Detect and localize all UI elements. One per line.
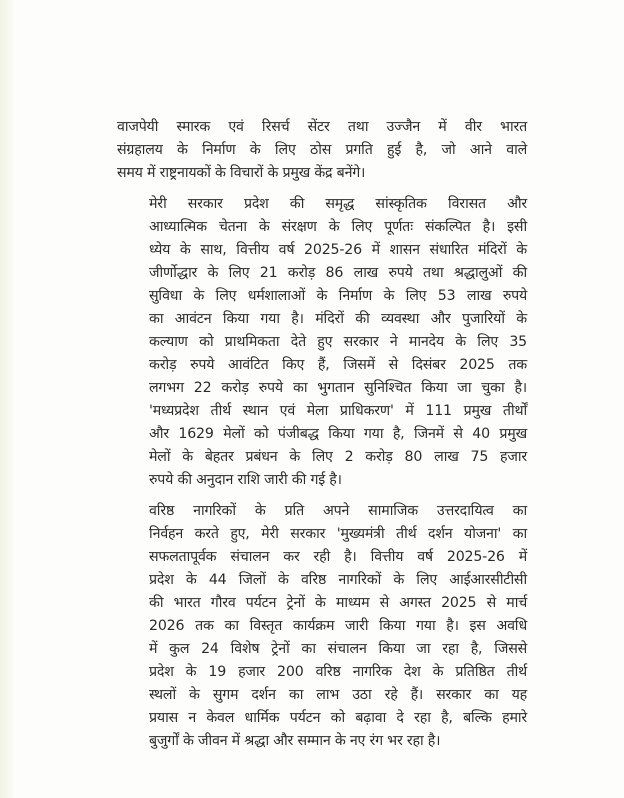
text-line: और 1629 मेलों को पंजीबद्ध किया गया है, जिनमें से 40 प्रमुख: [149, 426, 527, 442]
text-line: प्रयास न केवल धार्मिक पर्यटन को बढ़ावा दे रहा है, बल्कि हमारे: [149, 710, 527, 726]
text-line: लगभग 22 करोड़ रुपये का भुगतान सुनिश्चित किया जा चुका है।: [149, 380, 527, 396]
text-line: 'मध्यप्रदेश तीर्थ स्थान एवं मेला प्राधिकरण' में 111 प्रमुख तीर्थों: [149, 403, 527, 419]
text-line: में कुल 24 विशेष ट्रेनों का संचालन किया जा रहा है, जिससे: [149, 641, 527, 657]
text-line: प्रदेश के 19 हजार 200 वरिष्ठ नागरिक देश के प्रतिष्ठित तीर्थ: [149, 664, 527, 680]
text-line: ध्येय के साथ, वित्तीय वर्ष 2025-26 में शासन संधारित मंदिरों के: [149, 242, 527, 258]
text-line: समय में राष्ट्रनायकों के विचारों के प्रमुख केंद्र बनेंगे।: [117, 165, 366, 181]
text-line: वाजपेयी स्मारक एवं रिसर्च सेंटर तथा उज्जैन में वीर भारत: [117, 119, 527, 135]
text-line: कल्याण को प्राथमिकता देते हुए सरकार ने मानदेय के लिए 35: [149, 334, 527, 350]
text-line: आध्यात्मिक चेतना के संरक्षण के लिए पूर्णतः संकल्पित है। इसी: [149, 219, 527, 235]
text-line: निर्वहन करते हुए, मेरी सरकार 'मुख्यमंत्री तीर्थ दर्शन योजना' का: [149, 526, 527, 542]
text-line: करोड़ रुपये आवंटित किए हैं, जिसमें से दिसंबर 2025 तक: [149, 357, 527, 373]
text-line: का आवंटन किया गया है। मंदिरों की व्यवस्था और पुजारियों के: [149, 311, 527, 327]
text-line: संग्रहालय के निर्माण के लिए ठोस प्रगति हुई है, जो आने वाले: [117, 142, 527, 158]
paragraph-memorials: [117, 116, 527, 185]
text-line: रुपये की अनुदान राशि जारी की गई है।: [149, 472, 342, 488]
scan-page-edge: [0, 0, 14, 798]
paragraph-senior-citizens: [117, 500, 527, 753]
document-page: [117, 116, 527, 753]
text-line: जीर्णोद्धार के लिए 21 करोड़ 86 लाख रुपये तथा श्रद्धालुओं की: [149, 265, 527, 281]
text-line: सफलतापूर्वक संचालन कर रही है। वित्तीय वर्ष 2025-26 में: [149, 549, 527, 565]
text-line: बुजुर्गों के जीवन में श्रद्धा और सम्मान के नए रंग भर रहा है।: [149, 733, 441, 749]
text-line: सुविधा के लिए धर्मशालाओं के निर्माण के लिए 53 लाख रुपये: [149, 288, 527, 304]
text-line: वरिष्ठ नागरिकों के प्रति अपने सामाजिक उत्तरदायित्व का: [149, 503, 527, 519]
text-line: प्रदेश के 44 जिलों के वरिष्ठ नागरिकों के लिए आईआरसीटीसी: [149, 572, 527, 588]
text-line: की भारत गौरव पर्यटन ट्रेनों के माध्यम से अगस्त 2025 से मार्च: [149, 595, 527, 611]
paragraph-cultural-heritage: [117, 193, 527, 492]
text-line: 2026 तक का विस्तृत कार्यक्रम जारी किया गया है। इस अवधि: [149, 618, 527, 634]
text-line: मेरी सरकार प्रदेश की समृद्ध सांस्कृतिक विरासत और: [149, 196, 527, 212]
text-line: मेलों के बेहतर प्रबंधन के लिए 2 करोड़ 80 लाख 75 हजार: [149, 449, 527, 465]
text-line: स्थलों के सुगम दर्शन का लाभ उठा रहे हैं। सरकार का यह: [149, 687, 527, 703]
